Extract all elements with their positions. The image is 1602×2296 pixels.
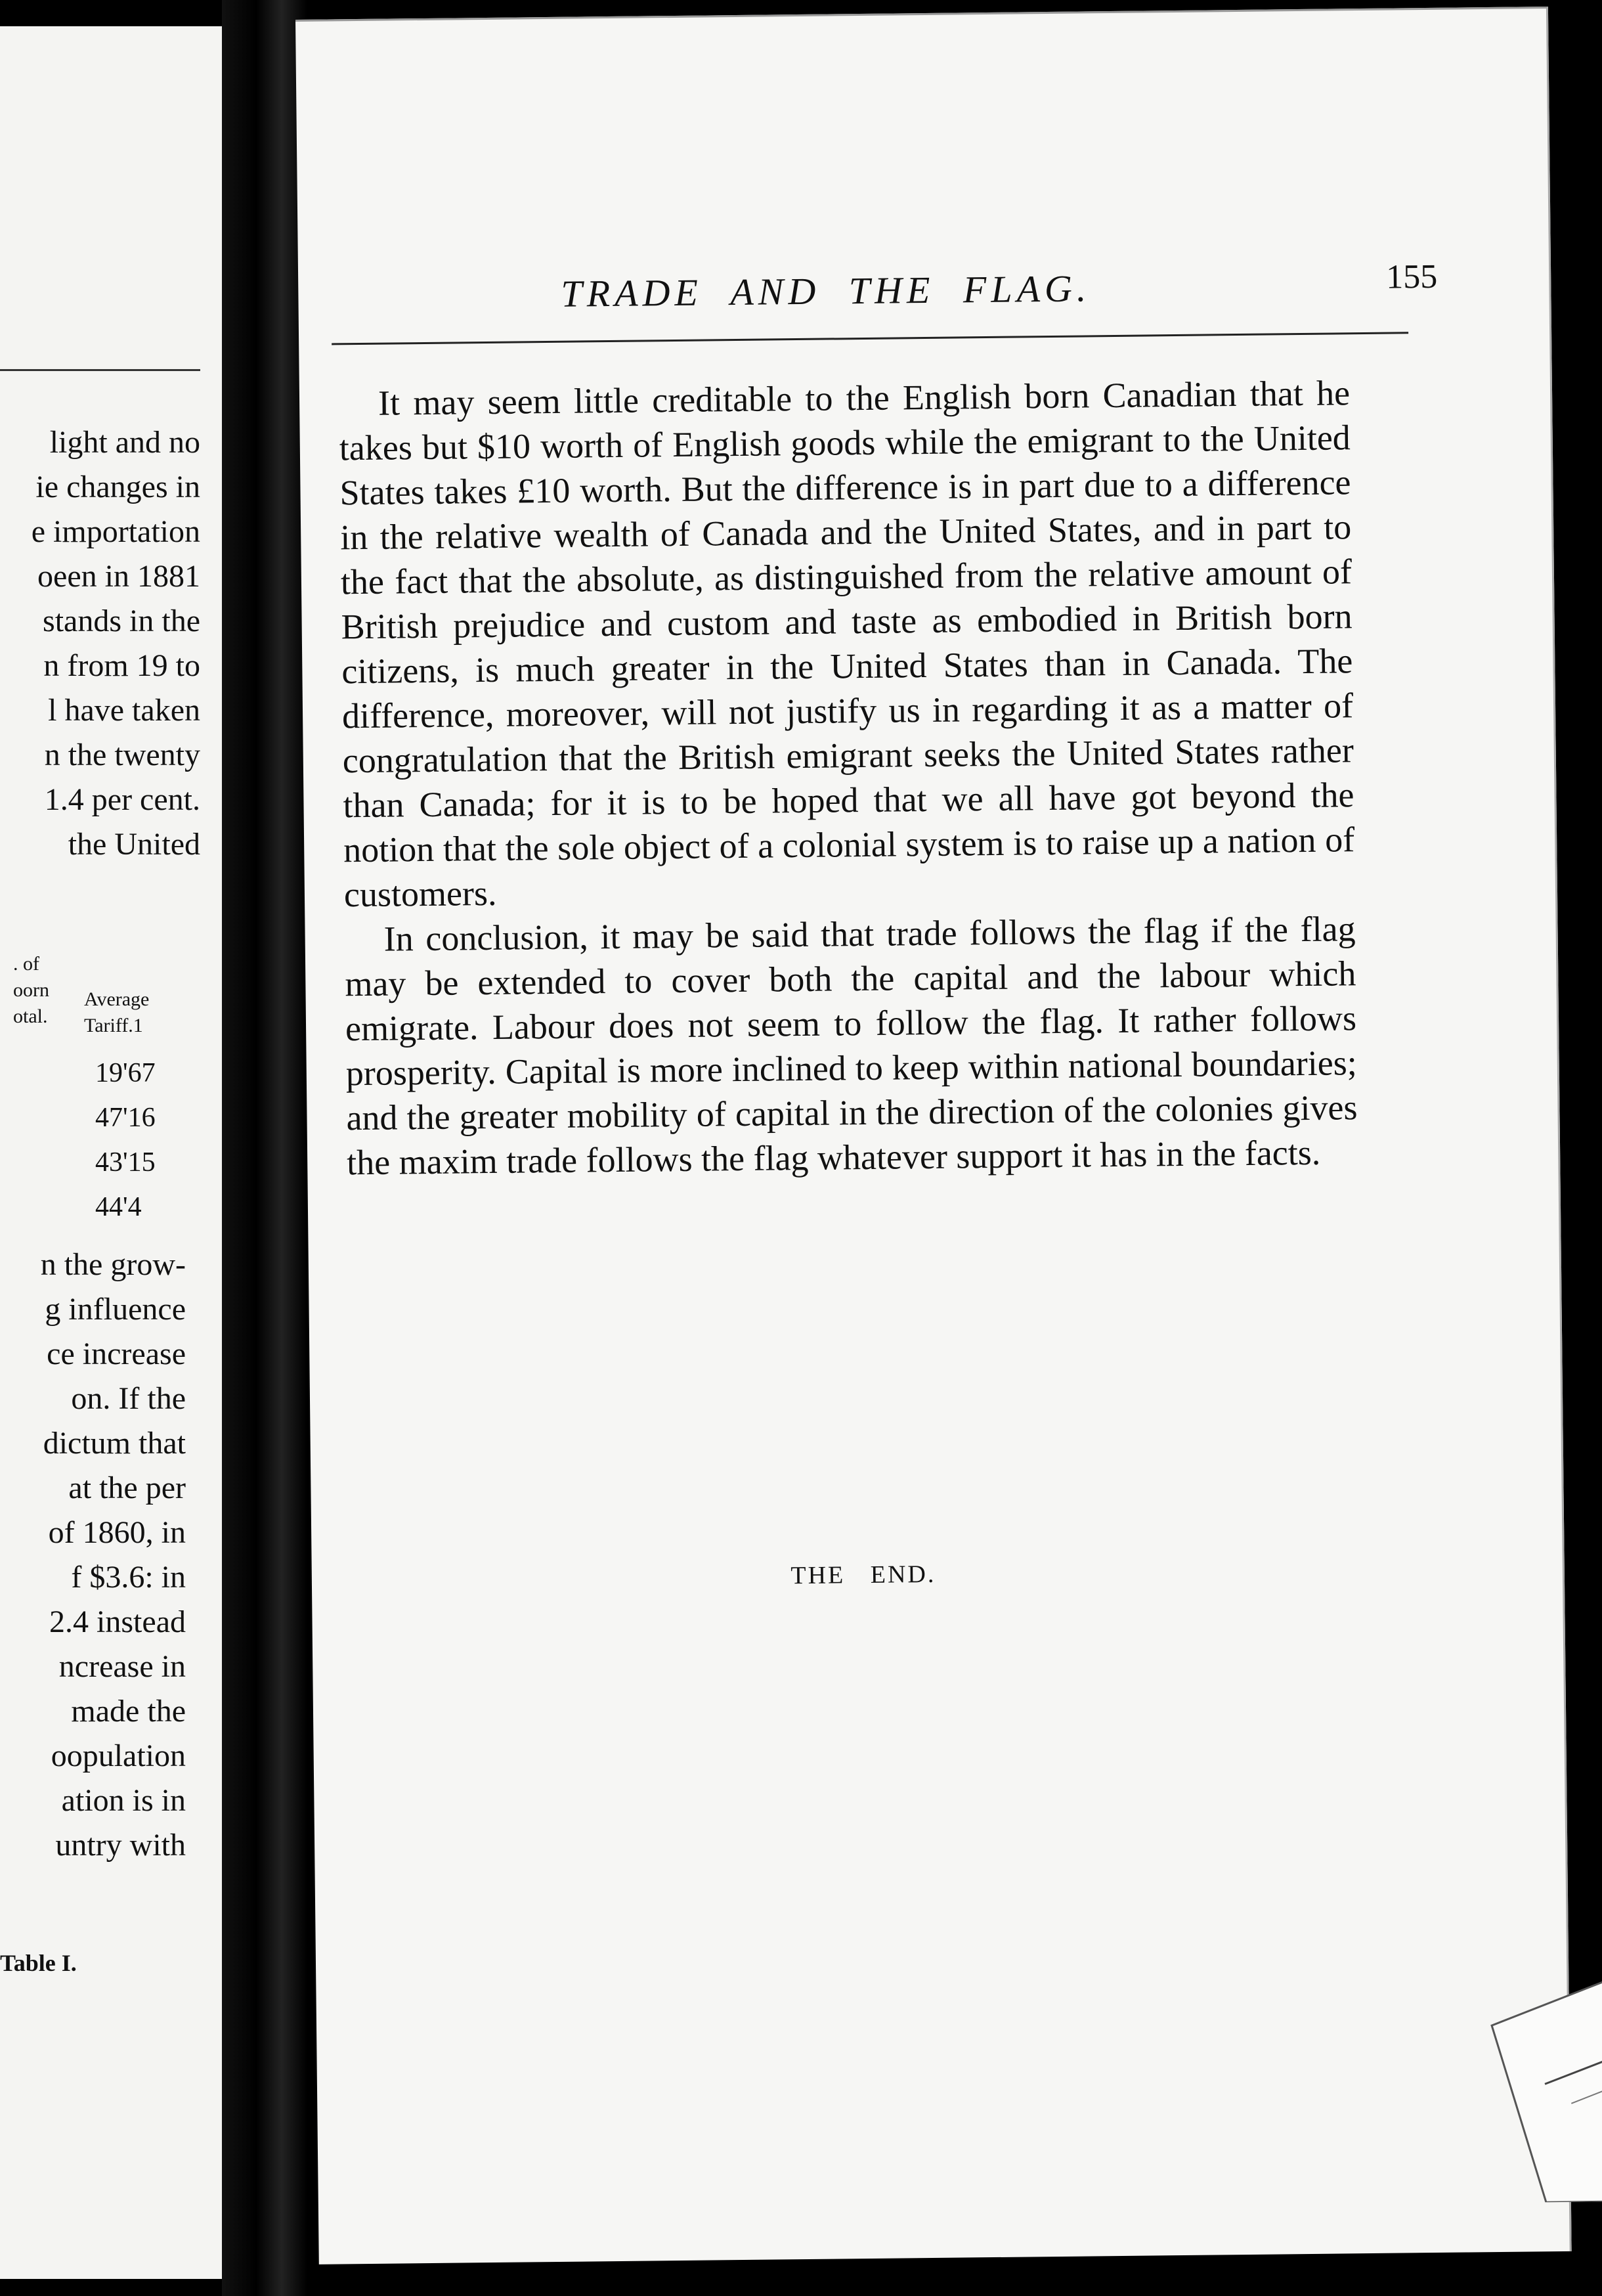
left-text-line: untry with bbox=[55, 1828, 186, 1863]
head-rule bbox=[332, 332, 1408, 345]
left-text-line: at the per bbox=[68, 1470, 186, 1505]
paragraph: It may seem little creditable to the English born Canadian that he takes but $10 worth of English goods while the emigrant to the United States takes £10 worth. But the difference is in part due to a difference in the relative wealth of Canada and the United States, and in part to the fact that the absolute, as distinguished from the relative amount of British prejudice and custom and taste as embodied in British born citizens, is much greater in the United States than in Canada. The difference, moreover, will not justify us in regarding it as a matter of congratulation that the British emigrant seeks the United States rather than Canada; for it is to be hoped that we all have got beyond the notion that the sole object of a colonial system is to raise up a nation of customers. bbox=[339, 373, 1355, 915]
left-text-line: oopulation bbox=[51, 1738, 186, 1773]
left-text-line: stands in the bbox=[43, 604, 200, 638]
left-text-line: ation is in bbox=[61, 1783, 186, 1818]
left-text-line: ie changes in bbox=[35, 470, 200, 504]
the-end: THE END. bbox=[790, 1560, 936, 1590]
left-head-rule bbox=[0, 369, 200, 371]
left-text-line: n the grow- bbox=[40, 1247, 186, 1282]
left-text-block-top bbox=[0, 420, 200, 867]
left-text-line: light and no bbox=[49, 425, 200, 460]
left-text-line: n the twenty bbox=[44, 738, 200, 772]
left-page-fragment bbox=[0, 26, 227, 2279]
left-table-values bbox=[95, 1051, 187, 1229]
left-text-line: n from 19 to bbox=[43, 648, 200, 683]
book-gutter bbox=[222, 0, 307, 2296]
left-text-line: the United bbox=[68, 827, 200, 862]
left-text-line: oeen in 1881 bbox=[37, 559, 200, 594]
table-value: 19'67 bbox=[95, 1058, 156, 1088]
left-text-block-bottom bbox=[0, 1243, 186, 1868]
table-value: 44'4 bbox=[95, 1192, 142, 1222]
left-text-line: ncrease in bbox=[58, 1649, 186, 1684]
left-text-line: 2.4 instead bbox=[49, 1604, 186, 1639]
left-text-line: f $3.6: in bbox=[71, 1560, 186, 1595]
left-table-header-col2: Average Tariff.1 bbox=[84, 988, 150, 1036]
left-table-header bbox=[0, 951, 190, 1049]
left-text-line: ce increase bbox=[47, 1336, 186, 1371]
left-text-line: l have taken bbox=[48, 693, 200, 728]
right-page bbox=[295, 7, 1572, 2264]
table-value: 47'16 bbox=[95, 1103, 156, 1133]
left-footnote: Table I. bbox=[0, 1950, 77, 1976]
table-value: 43'15 bbox=[95, 1147, 156, 1178]
left-table-header-col1: . of oorn otal. bbox=[13, 953, 49, 1027]
running-title: TRADE AND THE FLAG. bbox=[561, 267, 1091, 315]
left-text-line: g influence bbox=[45, 1292, 186, 1327]
running-head bbox=[298, 242, 1549, 327]
left-text-line: 1.4 per cent. bbox=[44, 782, 200, 817]
left-text-line: of 1860, in bbox=[48, 1515, 186, 1550]
page-number: 155 bbox=[1385, 257, 1438, 296]
left-text-line: on. If the bbox=[71, 1381, 186, 1416]
body-text bbox=[339, 370, 1358, 1185]
left-text-line: dictum that bbox=[43, 1426, 186, 1461]
left-text-line: e importation bbox=[31, 514, 200, 549]
left-text-line: made the bbox=[71, 1694, 186, 1729]
paragraph: In conclusion, it may be said that trade follows the flag if the flag may be extended to cover both the capital and the labour which emigrate. Labour does not seem to follow the flag. It rather follows prosperity. Capital is more inclined to keep within national boundaries; and the greater mobility of capital in the direction of the colonies gives the maxim trade follows the flag whatever support it has in the facts. bbox=[345, 909, 1358, 1183]
corner-fold-artifact bbox=[1465, 1937, 1602, 2203]
